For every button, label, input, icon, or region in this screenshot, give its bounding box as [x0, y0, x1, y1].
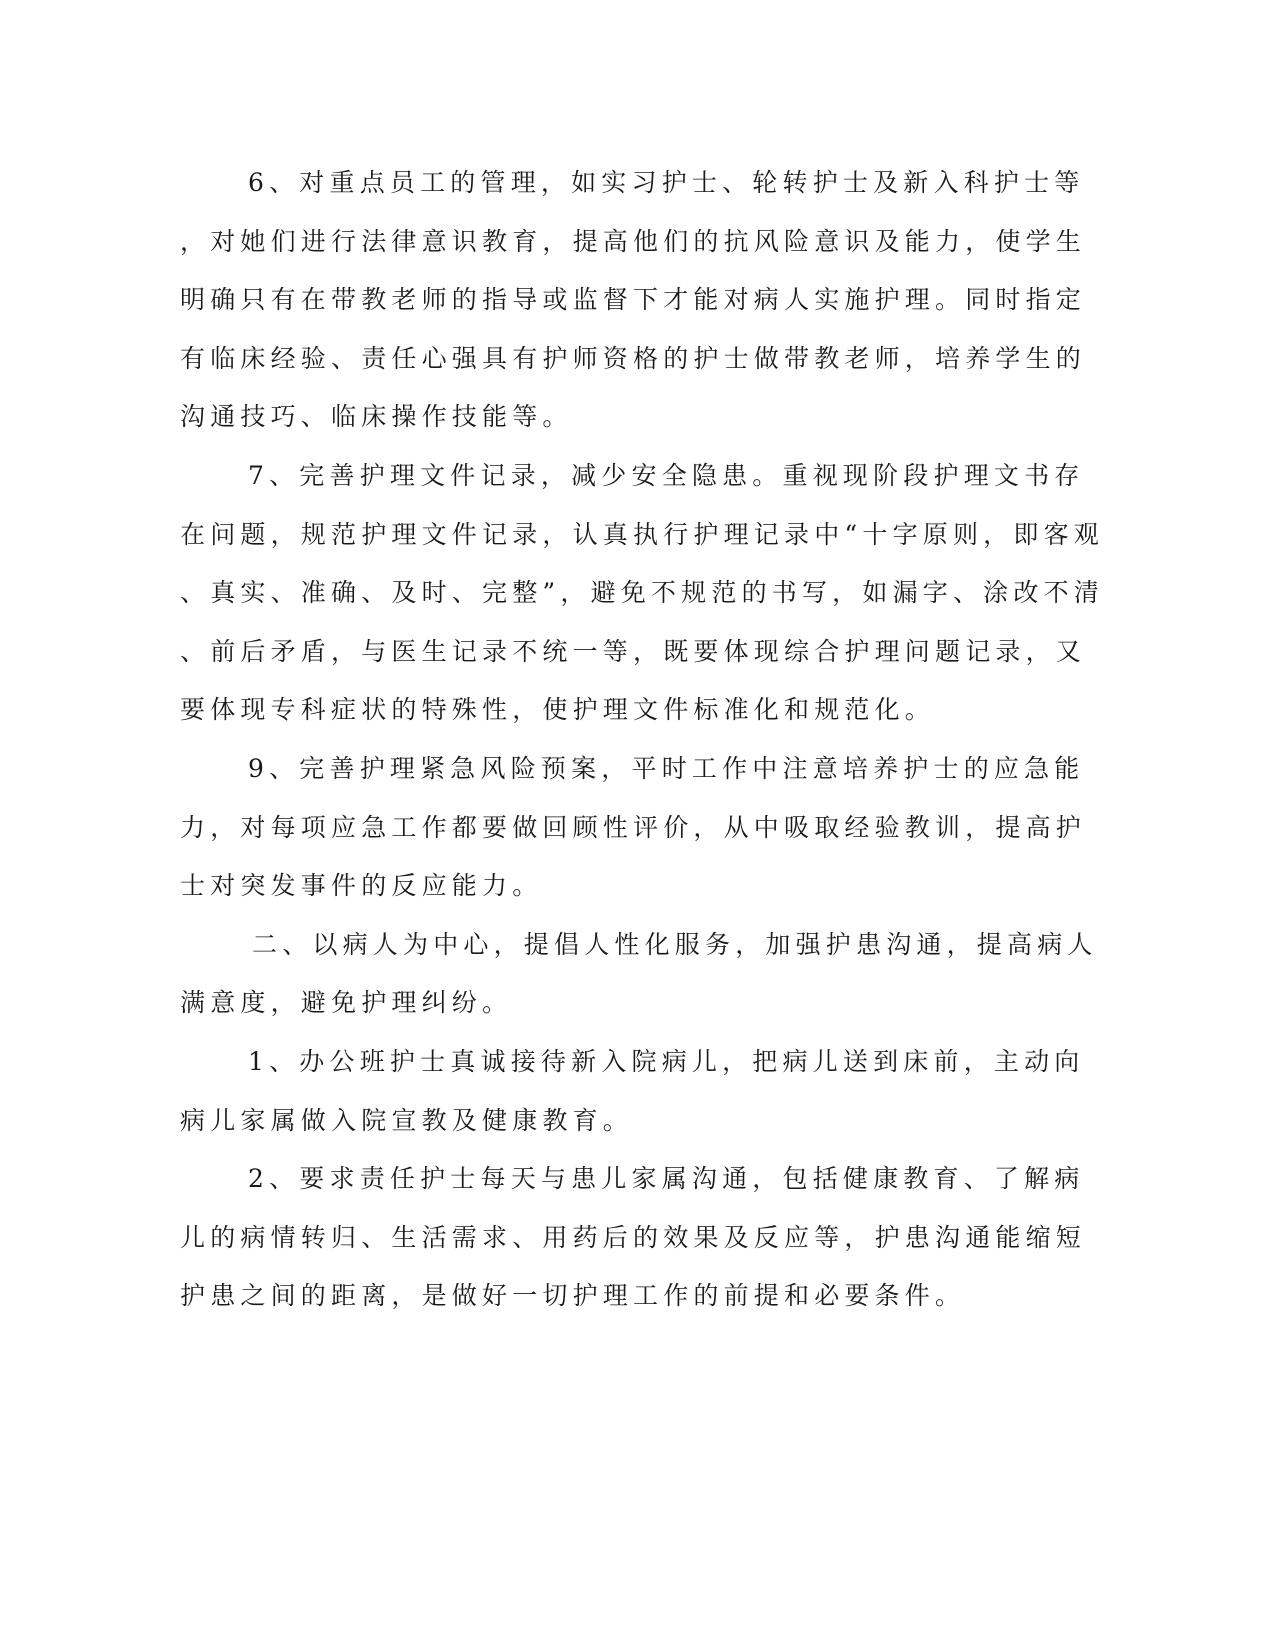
text-line: 沟通技巧、临床操作技能等。: [180, 402, 573, 432]
text-line: 7、完善护理文件记录，减少安全隐患。重视现阶段护理文书存: [248, 460, 1085, 490]
paragraph-item-9: [180, 740, 1087, 916]
text-line: 士对突发事件的反应能力。: [180, 871, 543, 901]
text-line: ，对她们进行法律意识教育，提高他们的抗风险意识及能力，使学生: [180, 226, 1087, 256]
text-line: 1、办公班护士真诚接待新入院病儿，把病儿送到床前，主动向: [248, 1046, 1085, 1076]
text-line: 明确只有在带教老师的指导或监督下才能对病人实施护理。同时指定: [180, 285, 1087, 315]
paragraph-item-1: [180, 1033, 1085, 1150]
paragraph-item-2: [180, 1150, 1087, 1326]
text-line: 、前后矛盾，与医生记录不统一等，既要体现综合护理问题记录，又: [180, 636, 1087, 666]
text-line: 二、以病人为中心，提倡人性化服务，加强护患沟通，提高病人: [252, 929, 1098, 959]
paragraph-item-6: [180, 154, 1087, 447]
text-line: 有临床经验、责任心强具有护师资格的护士做带教老师，培养学生的: [180, 343, 1087, 373]
text-line: 9、完善护理紧急风险预案，平时工作中注意培养护士的应急能: [248, 753, 1085, 783]
text-line: 2、要求责任护士每天与患儿家属沟通，包括健康教育、了解病: [248, 1164, 1085, 1194]
text-line: 护患之间的距离，是做好一切护理工作的前提和必要条件。: [180, 1281, 966, 1311]
text-line: 力，对每项应急工作都要做回顾性评价，从中吸取经验教训，提高护: [180, 812, 1087, 842]
text-line: 、真实、准确、及时、完整”，避免不规范的书写，如漏字、涂改不清: [180, 578, 1104, 608]
text-line: 满意度，避免护理纠纷。: [180, 988, 513, 1018]
text-line: 6、对重点员工的管理，如实习护士、轮转护士及新入科护士等: [248, 168, 1085, 197]
paragraph-item-7: [180, 447, 1104, 740]
section-heading-2: [180, 916, 1098, 1033]
text-line: 要体现专科症状的特殊性，使护理文件标准化和规范化。: [180, 695, 936, 725]
text-line: 在问题，规范护理文件记录，认真执行护理记录中“十字原则，即客观: [180, 519, 1104, 549]
document-page: [180, 154, 1104, 1326]
text-line: 儿的病情转归、生活需求、用药后的效果及反应等，护患沟通能缩短: [180, 1222, 1087, 1252]
text-line: 病儿家属做入院宣教及健康教育。: [180, 1105, 634, 1135]
